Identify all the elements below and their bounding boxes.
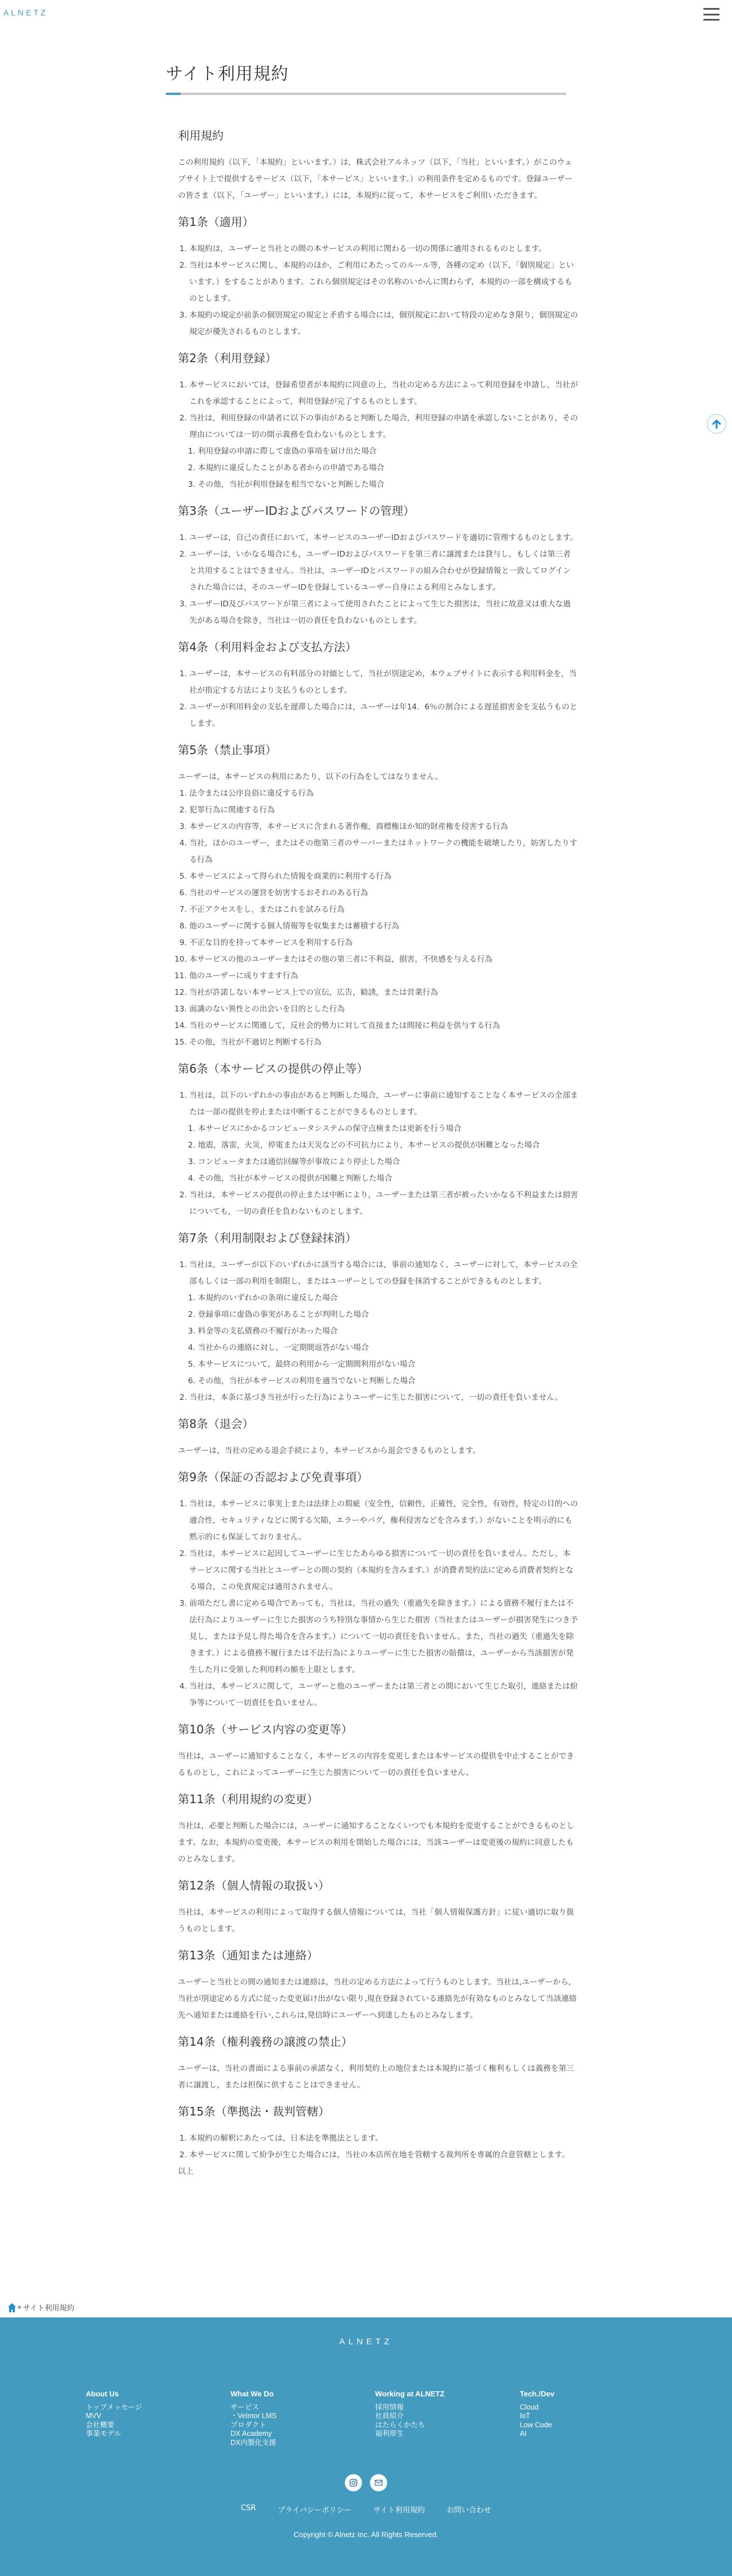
- list-item-text: 当社が許諾しない本サービス上での宣伝，広告，勧誘，または営業行為: [189, 988, 438, 997]
- list-item-text: 当社のサービスの運営を妨害するおそれのある行為: [189, 888, 368, 898]
- footer-column: [520, 2390, 665, 2447]
- list-item-text: ユーザーID及びパスワードが第三者によって使用されたことによって生じた損害は，当社に故意又は重大な過失がある場合を除き，当社は一切の責任を負わないものとします。: [189, 600, 571, 625]
- footer-link[interactable]: トップメッセージ: [86, 2403, 142, 2411]
- sub-list-item: 6. その他，当社が本サービスの利用を適当でないと判断した場合: [198, 1373, 578, 1390]
- list-item-text: 本サービスによって得られた情報を商業的に利用する行為: [189, 872, 392, 881]
- list-item: [189, 1546, 578, 1595]
- list-item-text: 本規約の解釈にあたっては，日本法を準拠法とします。: [189, 2134, 383, 2143]
- article-list: [178, 785, 578, 1051]
- list-item-text: 本サービスの他のユーザーまたはその他の第三者に不利益，損害，不快感を与える行為: [189, 955, 493, 964]
- footer-bottom-link[interactable]: CSR: [241, 2504, 256, 2513]
- list-item-text: 本規約は，ユーザーと当社との間の本サービスの利用に関わる一切の関係に適用されるものとします。: [189, 244, 547, 253]
- footer-link[interactable]: AI: [520, 2430, 527, 2438]
- sub-list-item: 4. その他，当社が本サービスの提供が困難と判断した場合: [198, 1170, 578, 1187]
- footer-columns: [86, 2390, 665, 2447]
- article-heading: 第9条（保証の否認および免責事項）: [178, 1470, 368, 1484]
- footer-link[interactable]: Cloud: [520, 2403, 539, 2411]
- list-item-text: 他のユーザーに成りすます行為: [189, 971, 299, 981]
- article-paragraph: ユーザーは，本サービスの利用にあたり，以下の行為をしてはなりません。: [178, 772, 443, 781]
- article-section: [178, 1060, 578, 1220]
- article-paragraph: 当社は，ユーザーに通知することなく，本サービスの内容を変更しまたは本サービスの提供を中止することができるものとし，これによってユーザーに生じた損害について一切の責任を負いません。: [178, 1752, 575, 1777]
- article-section: [178, 1468, 578, 1712]
- list-item: [189, 985, 578, 1001]
- article-list: [178, 2130, 578, 2164]
- list-item-text: ユーザーは，いかなる場合にも，ユーザーIDおよびパスワードを第三者に譲渡または貸与し，もしくは第三者と共用することはできません。当社は，ユーザーIDとパスワードの組み合わせが登録情報と一致してログインされた場合には，そのユーザーIDを登録しているユーザー自身による利用とみなします。: [189, 550, 571, 592]
- footer-bottom-link[interactable]: お問い合わせ: [446, 2506, 491, 2515]
- sub-list-item: 1. 利用登録の申請に際して虚偽の事項を届け出た場合: [198, 443, 578, 460]
- intro-paragraph: この利用規約（以下，「本規約」といいます。）は，株式会社アルネッツ（以下，「当社」といいます。）がこのウェブサイト上で提供するサービス（以下，「本サービス」といいます。）の利用条件を定めるものです。登録ユーザーの皆さま（以下，「ユーザー」といいます。）には，本規約に従って，本サービスをご利用いただきます。: [178, 158, 573, 200]
- footer-link[interactable]: 会社概要: [86, 2420, 115, 2429]
- footer-links: [0, 2504, 732, 2515]
- article-heading: 第4条（利用料金および支払方法）: [178, 640, 357, 654]
- article-list: [178, 1087, 578, 1220]
- article-list: [178, 1496, 578, 1712]
- breadcrumb: [8, 2302, 74, 2313]
- footer-link[interactable]: MVV: [86, 2412, 102, 2420]
- intro-heading: 利用規約: [178, 129, 224, 142]
- list-item: [189, 377, 578, 410]
- list-item: [189, 241, 578, 257]
- list-item: [189, 2130, 578, 2147]
- article-heading: 第14条（権利義務の譲渡の禁止）: [178, 2035, 353, 2049]
- list-item: [189, 596, 578, 629]
- article-section: [178, 1229, 578, 1406]
- page-header: [166, 59, 566, 95]
- social-links: [0, 2474, 732, 2491]
- list-item: [189, 1496, 578, 1546]
- footer-column-title: What We Do: [230, 2390, 274, 2398]
- article-heading: 第6条（本サービスの提供の停止等）: [178, 1062, 368, 1075]
- page-title: サイト利用規約: [166, 64, 289, 84]
- list-item: [189, 835, 578, 868]
- list-item: [189, 546, 578, 596]
- list-item-text: 当社は，本条に基づき当社が行った行為によりユーザーに生じた損害について，一切の責任を負いません。: [189, 1393, 563, 1402]
- footer-link[interactable]: プロダクト: [230, 2420, 266, 2429]
- article-section: [178, 213, 578, 340]
- list-item: [189, 1034, 578, 1051]
- sub-list-item: 4. 当社からの連絡に対し，一定期間返答がない場合: [198, 1340, 578, 1356]
- sub-list: [189, 1121, 578, 1187]
- footer-column-title: About Us: [86, 2390, 119, 2398]
- list-item-text: 当社は，本サービスの提供の停止または中断により，ユーザーまたは第三者が被ったいかなる不利益または損害についても，一切の責任を負わないものとします。: [189, 1190, 578, 1216]
- article-paragraph: ユーザーは，当社の定める退会手続により，本サービスから退会できるものとします。: [178, 1446, 481, 1455]
- article-heading: 第11条（利用規約の変更）: [178, 1792, 319, 1806]
- list-item-text: 当社のサービスに関連して，反社会的勢力に対して直接または間接に利益を供与する行為: [189, 1021, 500, 1030]
- article-section: [178, 502, 578, 629]
- footer-link[interactable]: 社員紹介: [375, 2412, 404, 2420]
- list-item: [189, 918, 578, 935]
- list-item: [189, 868, 578, 885]
- list-item: [189, 257, 578, 307]
- list-item-text: ユーザーは，自己の責任において，本サービスのユーザーIDおよびパスワードを適切に管理するものとします。: [189, 533, 578, 542]
- footer-column: [375, 2390, 520, 2447]
- footer-column: [86, 2390, 230, 2447]
- list-item: [189, 885, 578, 902]
- site-logo[interactable]: ALNETZ: [3, 8, 48, 17]
- list-item: [189, 699, 578, 732]
- list-item-text: 不正な目的を持って本サービスを利用する行為: [189, 938, 353, 947]
- footer-link[interactable]: Low Code: [520, 2420, 552, 2429]
- list-item: [189, 1087, 578, 1187]
- mail-icon[interactable]: [370, 2474, 387, 2491]
- list-item: [189, 935, 578, 951]
- list-item: [189, 819, 578, 835]
- sub-list-item: 2. 地震，落雷，火災，停電または天災などの不可抗力により，本サービスの提供が困難となった場合: [198, 1137, 578, 1154]
- article-section: [178, 741, 578, 1051]
- sub-list-item: 1. 本規約のいずれかの条項に違反した場合: [198, 1290, 578, 1307]
- footer-link[interactable]: IoT: [520, 2412, 531, 2420]
- footer-link[interactable]: DX Academy: [230, 2430, 272, 2438]
- footer-column-title: Tech./Dev: [520, 2390, 555, 2398]
- article-section: [178, 1877, 578, 1938]
- article-section: [178, 2033, 578, 2094]
- hamburger-icon[interactable]: [703, 8, 719, 21]
- list-item-text: 面識のない異性との出会いを目的とした行為: [189, 1005, 345, 1014]
- list-item: [189, 902, 578, 918]
- list-item: [189, 968, 578, 985]
- article-section: [178, 350, 578, 493]
- list-item: [189, 307, 578, 340]
- list-item: [189, 802, 578, 819]
- article-heading: 第2条（利用登録）: [178, 351, 277, 365]
- sub-list-item: 2. 登録事項に虚偽の事実があることが判明した場合: [198, 1307, 578, 1323]
- list-item-text: 本サービスにおいては，登録希望者が本規約に同意の上，当社の定める方法によって利用登録を申請し，当社がこれを承認することによって，利用登録が完了するものとします。: [189, 380, 578, 406]
- article-heading: 第5条（禁止事項）: [178, 743, 277, 757]
- article-section: [178, 1947, 578, 2024]
- article-heading: 第15条（準拠法・裁判管轄）: [178, 2105, 330, 2118]
- article-paragraph: 当社は，本サービスの利用によって取得する個人情報については，当社「個人情報保護方針」に従い適切に取り扱うものとします。: [178, 1908, 575, 1934]
- list-item-text: 犯罪行為に関連する行為: [189, 805, 275, 815]
- list-item-text: 当社は，利用登録の申請者に以下の事由があると判断した場合，利用登録の申請を承認しないことがあり，その理由については一切の開示義務を負わないものとします。: [189, 414, 578, 439]
- list-item-text: 当社は本サービスに関し，本規約のほか，ご利用にあたってのルール等，各種の定め（以下，「個別規定」といいます。）をすることがあります。これら個別規定はその名称のいかんに関わらず，本規約の一部を構成するものとします。: [189, 261, 574, 303]
- article-heading: 第12条（個人情報の取扱い）: [178, 1879, 330, 1892]
- list-item: [189, 1595, 578, 1678]
- list-item-text: 前項ただし書に定める場合であっても，当社は，当社の過失（重過失を除きます。）による債務不履行または不法行為によりユーザーに生じた損害のうち特別な事情から生じた損害（当社またはユーザーが損害発生につき予見し，または予見し得た場合を含みます。）について一切の責任を負いません。また，当社の過失（重過失を除きます。）による債務不履行または不法行為によりユーザーに生じた損害の賠償は，ユーザーから当該損害が発生した月に受領した利用料の額を上限とします。: [189, 1599, 578, 1674]
- sub-list: [189, 443, 578, 493]
- breadcrumb-current: サイト利用規約: [22, 2304, 75, 2313]
- list-item-text: 当社は，本サービスに関して，ユーザーと他のユーザーまたは第三者との間において生じた取引，連絡または紛争等について一切責任を負いません。: [189, 1682, 578, 1708]
- list-item-text: 不正アクセスをし，またはこれを試みる行為: [189, 905, 345, 914]
- list-item-text: ユーザーは，本サービスの有料部分の対価として，当社が別途定め，本ウェブサイトに表示する利用料金を，当社が指定する方法により支払うものとします。: [189, 669, 577, 695]
- article-paragraph: 当社は，必要と判断した場合には，ユーザーに通知することなくいつでも本規約を変更することができるものとします。なお，本規約の変更後，本サービスの利用を開始した場合には，当該ユーザーは変更後の規約に同意したものとみなします。: [178, 1821, 575, 1864]
- footer-bottom-link[interactable]: プライバシーポリシー: [277, 2506, 352, 2515]
- sub-list-item: 3. その他，当社が利用登録を相当でないと判断した場合: [198, 477, 578, 493]
- article-section: [178, 1791, 578, 1868]
- article-section: [178, 1415, 578, 1459]
- list-item: [189, 1390, 578, 1406]
- article-list: [178, 1257, 578, 1406]
- copyright: Copyright © Alnetz Inc. All Rights Reserved.: [293, 2530, 439, 2539]
- article-section: [178, 1721, 578, 1781]
- sub-list-item: 1. 本サービスにかかるコンピュータシステムの保守点検または更新を行う場合: [198, 1121, 578, 1137]
- article-heading: 第1条（適用）: [178, 215, 254, 229]
- terms-content: [178, 127, 578, 2180]
- sub-list-item: 2. 本規約に違反したことがある者からの申請である場合: [198, 460, 578, 477]
- footer-logo[interactable]: ALNETZ: [339, 2337, 393, 2347]
- list-item: [189, 666, 578, 699]
- article-heading: 第8条（退会）: [178, 1417, 254, 1431]
- footer-link[interactable]: 事業モデル: [86, 2430, 121, 2438]
- footer-link[interactable]: サービス: [230, 2403, 260, 2411]
- footer-link[interactable]: ・Velmor LMS: [230, 2412, 277, 2420]
- sub-list-item: 5. 本サービスについて，最終の利用から一定期間利用がない場合: [198, 1356, 578, 1373]
- sub-list-item: 3. コンピュータまたは通信回線等が事故により停止した場合: [198, 1154, 578, 1170]
- list-item-text: 当社は，本サービスに事実上または法律上の瑕疵（安全性，信頼性，正確性，完全性，有効性，特定の目的への適合性，セキュリティなどに関する欠陥，エラーやバグ，権利侵害などを含みます。）がないことを明示的にも黙示的にも保証しておりません。: [189, 1499, 578, 1542]
- article-heading: 第10条（サービス内容の変更等）: [178, 1722, 353, 1736]
- list-item-text: 本規約の規定が前条の個別規定の規定と矛盾する場合には，個別規定において特段の定めなき限り，個別規定の規定が優先されるものとします。: [189, 311, 578, 336]
- footer-link[interactable]: 採用情報: [375, 2403, 404, 2411]
- footer-link[interactable]: 福利厚生: [375, 2430, 404, 2438]
- sub-list: [189, 1290, 578, 1390]
- list-item: [189, 1678, 578, 1712]
- list-item: [189, 1001, 578, 1018]
- list-item: [189, 410, 578, 493]
- breadcrumb-separator: »: [17, 2303, 22, 2312]
- list-item: [189, 2147, 578, 2164]
- list-item: [189, 1018, 578, 1034]
- footer-link[interactable]: DX内製化支援: [230, 2438, 276, 2447]
- closing-text: 以上: [178, 2167, 194, 2176]
- scroll-to-top-button[interactable]: [707, 414, 726, 434]
- list-item-text: 本サービスに関して紛争が生じた場合には，当社の本店所在地を管轄する裁判所を専属的合意管轄とします。: [189, 2150, 570, 2160]
- article-heading: 第13条（通知または連絡）: [178, 1948, 319, 1962]
- article-heading: 第7条（利用制限および登録抹消）: [178, 1231, 357, 1245]
- article-section: [178, 638, 578, 732]
- article-list: [178, 377, 578, 493]
- list-item-text: 当社，ほかのユーザー，またはその他第三者のサーバーまたはネットワークの機能を破壊したり，妨害したりする行為: [189, 839, 578, 864]
- list-item: [189, 1187, 578, 1220]
- article-heading: 第3条（ユーザーIDおよびパスワードの管理）: [178, 504, 415, 518]
- footer: [0, 2317, 732, 2576]
- list-item-text: 法令または公序良俗に違反する行為: [189, 789, 314, 798]
- list-item-text: 当社は，本サービスに起因してユーザーに生じたあらゆる損害について一切の責任を負いません。ただし，本サービスに関する当社とユーザーとの間の契約（本規約を含みます。）が消費者契約法に定める消費者契約となる場合，この免責規定は適用されません。: [189, 1549, 574, 1591]
- footer-column-title: Working at ALNETZ: [375, 2390, 445, 2398]
- list-item-text: その他，当社が不適切と判断する行為: [189, 1038, 322, 1047]
- arrow-up-icon: [711, 419, 722, 429]
- footer-link[interactable]: はたらくかたち: [375, 2420, 425, 2429]
- footer-column: [230, 2390, 375, 2447]
- list-item: [189, 530, 578, 546]
- list-item-text: 当社は，ユーザーが以下のいずれかに該当する場合には，事前の通知なく，ユーザーに対して，本サービスの全部もしくは一部の利用を制限し，またはユーザーとしての登録を抹消することができるものとします。: [189, 1260, 578, 1286]
- list-item-text: ユーザーが利用料金の支払を遅滞した場合には，ユーザーは年14．6％の割合による遅延損害金を支払うものとします。: [189, 702, 578, 728]
- article-list: [178, 666, 578, 732]
- article-list: [178, 530, 578, 629]
- list-item: [189, 785, 578, 802]
- article-list: [178, 241, 578, 340]
- footer-bottom-link[interactable]: サイト利用規約: [373, 2506, 425, 2515]
- list-item: [189, 951, 578, 968]
- list-item-text: 当社は，以下のいずれかの事由があると判断した場合，ユーザーに事前に通知することなく本サービスの全部または一部の提供を停止または中断することができるものとします。: [189, 1091, 578, 1117]
- title-divider: [166, 93, 566, 95]
- sub-list-item: 3. 料金等の支払債務の不履行があった場合: [198, 1323, 578, 1340]
- article-paragraph: ユーザーと当社との間の通知または連絡は，当社の定める方法によって行うものとします。当社は,ユーザーから,当社が別途定める方式に従った変更届け出がない限り,現在登録されている連絡先が有効なものとみなして当該連絡先へ通知または連絡を行い,これらは,発信時にユーザーへ到達したものとみなします。: [178, 1978, 577, 2020]
- article-section: [178, 2103, 578, 2164]
- list-item: [189, 1257, 578, 1390]
- list-item-text: 本サービスの内容等，本サービスに含まれる著作権，商標権ほか知的財産権を侵害する行為: [189, 822, 508, 831]
- instagram-icon[interactable]: [345, 2474, 362, 2491]
- article-paragraph: ユーザーは，当社の書面による事前の承諾なく，利用契約上の地位または本規約に基づく権利もしくは義務を第三者に譲渡し，または担保に供することはできません。: [178, 2064, 575, 2090]
- list-item-text: 他のユーザーに関する個人情報等を収集または蓄積する行為: [189, 922, 400, 931]
- home-icon[interactable]: [8, 2303, 16, 2312]
